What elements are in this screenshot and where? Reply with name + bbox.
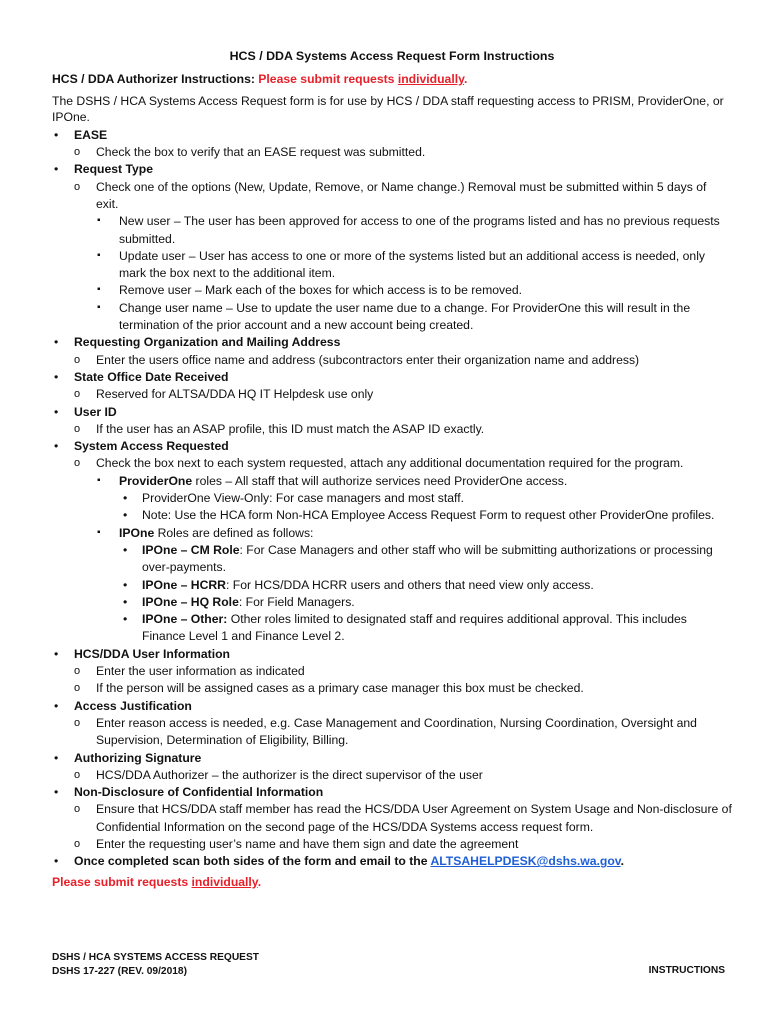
square-bullet-icon: ▪: [97, 284, 101, 296]
section-heading: Request Type: [74, 162, 154, 177]
note-suffix: .: [463, 72, 468, 86]
list-item: [96, 248, 732, 283]
providerone-label: ProviderOne: [119, 473, 193, 488]
section-list: [52, 127, 732, 871]
role-label: IPOne – CM Role: [142, 542, 240, 557]
bullet-icon: •: [54, 785, 59, 800]
sub-list: [74, 767, 732, 784]
circle-bullet-icon: o: [74, 388, 81, 401]
circle-bullet-icon: o: [74, 353, 81, 366]
section-ease: [52, 127, 732, 162]
square-bullet-icon: ▪: [97, 301, 101, 313]
list-item: [119, 490, 732, 507]
section-user-id: [52, 404, 732, 439]
bullet-icon: •: [54, 162, 59, 177]
section-heading: HCS/DDA User Information: [74, 646, 230, 661]
item-text: If the user has an ASAP profile, this ID must match the ASAP ID exactly.: [96, 421, 485, 436]
item-text: Check the box next to each system requested, attach any additional documentation required for the program.: [96, 456, 684, 471]
instructions-page: [52, 49, 732, 891]
square-bullet-icon: ▪: [97, 526, 101, 538]
item-text: Roles are defined as follows:: [154, 525, 314, 540]
intro-text: The DSHS / HCA Systems Access Request form is for use by HCS / DDA staff requesting access to PRISM, ProviderOne, or IPOne.: [52, 94, 724, 125]
item-text: roles – All staff that will authorize services need ProviderOne access.: [192, 473, 568, 488]
bullet-icon: •: [54, 854, 59, 869]
bullet-icon: •: [123, 508, 128, 523]
circle-bullet-icon: o: [74, 180, 81, 193]
sub-list: [74, 179, 732, 335]
item-text: Note: Use the HCA form Non-HCA Employee Access Request Form to request other ProviderOne profiles.: [142, 508, 715, 523]
page-title: HCS / DDA Systems Access Request Form Instructions: [229, 49, 555, 63]
square-bullet-icon: ▪: [97, 215, 101, 227]
list-item: [119, 611, 732, 646]
section-heading: Requesting Organization and Mailing Address: [74, 335, 341, 350]
section-heading: EASE: [74, 127, 108, 142]
item-text: Check the box to verify that an EASE request was submitted.: [96, 145, 426, 160]
section-heading: State Office Date Received: [74, 369, 229, 384]
item-text: Other roles limited to designated staff and requires additional approval. This includes Finance Level 1 and Finance Level 2.: [142, 612, 687, 644]
circle-bullet-icon: o: [74, 716, 81, 729]
role-label: IPOne – HCRR: [142, 577, 226, 592]
section-nondisclosure: [52, 784, 732, 853]
final-text: [74, 854, 624, 868]
bullet-icon: •: [123, 542, 128, 557]
bullet-icon: •: [54, 698, 59, 713]
section-justification: [52, 698, 732, 750]
circle-bullet-icon: o: [74, 682, 81, 695]
list-item: [74, 767, 732, 784]
role-label: IPOne – HQ Role: [142, 594, 239, 609]
sub-list: [74, 352, 732, 369]
authorizer-note: [258, 72, 467, 86]
bullet-icon: •: [54, 127, 59, 142]
ipone-label: IPOne: [119, 525, 155, 540]
sub-list: [96, 213, 732, 334]
item-text: : For Case Managers and other staff who will be submitting authorizations or processing over-payments.: [142, 542, 713, 575]
item-text: Enter the requesting user’s name and have them sign and date the agreement: [96, 836, 519, 851]
list-item: [96, 213, 732, 248]
list-item: [74, 715, 732, 750]
list-item: [74, 179, 732, 335]
sub-list: [74, 801, 732, 853]
bullet-icon: •: [54, 404, 59, 419]
section-request-type: [52, 161, 732, 334]
sub-list: [74, 455, 732, 645]
list-item: [74, 421, 732, 438]
list-item: [96, 300, 732, 335]
item-text: Update user – User has access to one or more of the systems listed but an additional access is needed, only mark the box next to the additional item.: [119, 248, 705, 281]
sub-list: [74, 386, 732, 403]
list-item-ipone: [96, 525, 732, 646]
section-signature: [52, 750, 732, 785]
section-state-office: [52, 369, 732, 404]
list-item: [74, 144, 732, 161]
item-text: Reserved for ALTSA/DDA HQ IT Helpdesk use only: [96, 387, 374, 402]
note-emphasis: individually: [397, 72, 464, 86]
bullet-icon: •: [54, 369, 59, 384]
item-text: : For HCS/DDA HCRR users and others that need view only access.: [225, 577, 594, 592]
section-heading: Authorizing Signature: [74, 750, 202, 765]
closing-suffix: .: [257, 874, 262, 889]
list-item: [74, 663, 732, 680]
list-item: [74, 455, 732, 645]
authorizer-line: [52, 72, 732, 86]
closing-note: [52, 874, 732, 891]
square-bullet-icon: ▪: [97, 249, 101, 261]
item-text: : For Field Managers.: [238, 594, 355, 609]
form-footer: [52, 951, 259, 978]
role-label: IPOne – Other:: [142, 612, 228, 627]
circle-bullet-icon: o: [74, 803, 81, 816]
closing-emphasis: individually: [191, 874, 258, 889]
section-system-access: [52, 438, 732, 646]
item-text: Check one of the options (New, Update, Remove, or Name change.) Removal must be submitted within 5 days of exit.: [96, 179, 707, 211]
sub-list: [74, 663, 732, 698]
list-item: [119, 542, 732, 577]
item-text: Enter the users office name and address (subcontractors enter their organization name and address): [96, 352, 640, 367]
circle-bullet-icon: o: [74, 422, 81, 435]
section-organization: [52, 334, 732, 369]
bullet-icon: •: [54, 439, 59, 454]
list-item-providerone: [96, 473, 732, 525]
final-instruction: Once completed scan both sides of the form and email to the: [74, 854, 431, 869]
sub-list: [74, 144, 732, 161]
final-suffix: .: [620, 854, 625, 869]
item-text: If the person will be assigned cases as a primary case manager this box must be checked.: [96, 681, 584, 696]
section-heading: System Access Requested: [74, 439, 229, 454]
section-user-info: [52, 646, 732, 698]
circle-bullet-icon: o: [74, 457, 81, 470]
bullet-icon: •: [123, 491, 128, 506]
circle-bullet-icon: o: [74, 146, 81, 159]
item-text: Change user name – Use to update the user name due to a change. For ProviderOne this will result in the termination of the prior account and a new account being created.: [119, 300, 691, 333]
authorizer-label: HCS / DDA Authorizer Instructions:: [52, 72, 255, 86]
item-text: HCS/DDA Authorizer – the authorizer is the direct supervisor of the user: [96, 767, 483, 782]
item-text: Enter reason access is needed, e.g. Case Management and Coordination, Nursing Coordination, Oversight and Supervision, Determination of Eligibility, Billing.: [96, 715, 697, 748]
list-item: [74, 680, 732, 697]
bullet-icon: •: [54, 750, 59, 765]
circle-bullet-icon: o: [74, 837, 81, 850]
section-heading: User ID: [74, 404, 117, 419]
list-item: [119, 594, 732, 611]
bullet-icon: •: [54, 646, 59, 661]
sub-list: [74, 421, 732, 438]
circle-bullet-icon: o: [74, 665, 81, 678]
section-final: [52, 853, 732, 870]
bullet-icon: •: [123, 577, 128, 592]
sub-list: [74, 715, 732, 750]
item-text: Ensure that HCS/DDA staff member has read the HCS/DDA User Agreement on System Usage and Non-disclosure of Confidential Information on the second page of the HCS/DDA Systems access request form.: [96, 802, 732, 834]
sub-list: [119, 542, 732, 646]
list-item: [74, 836, 732, 853]
list-item: [119, 507, 732, 524]
sub-list: [96, 473, 732, 646]
circle-bullet-icon: o: [74, 768, 81, 781]
list-item: [96, 282, 732, 299]
section-heading: Access Justification: [74, 698, 192, 713]
closing-prefix: Please submit requests: [52, 874, 192, 889]
footer-instructions-label: INSTRUCTIONS: [648, 965, 725, 976]
square-bullet-icon: ▪: [97, 474, 101, 486]
item-text: New user – The user has been approved for access to one of the programs listed and has no previous requests submitted.: [119, 214, 720, 246]
sub-list: [119, 490, 732, 525]
item-text: ProviderOne View-Only: For case managers and most staff.: [142, 491, 464, 506]
list-item: [119, 577, 732, 594]
footer-form-title: DSHS / HCA SYSTEMS ACCESS REQUEST: [52, 952, 259, 963]
bullet-icon: •: [54, 335, 59, 350]
helpdesk-email-link[interactable]: ALTSAHELPDESK@dshs.wa.gov: [430, 854, 621, 869]
item-text: Remove user – Mark each of the boxes for which access is to be removed.: [119, 283, 523, 298]
bullet-icon: •: [123, 594, 128, 609]
list-item: [74, 386, 732, 403]
footer-form-number: DSHS 17-227 (REV. 09/2018): [52, 965, 187, 977]
list-item: [74, 352, 732, 369]
note-prefix: Please submit requests: [258, 72, 395, 86]
item-text: Enter the user information as indicated: [96, 664, 305, 679]
bullet-icon: •: [123, 612, 128, 627]
section-heading: Non-Disclosure of Confidential Information: [74, 785, 324, 800]
list-item: [74, 801, 732, 836]
